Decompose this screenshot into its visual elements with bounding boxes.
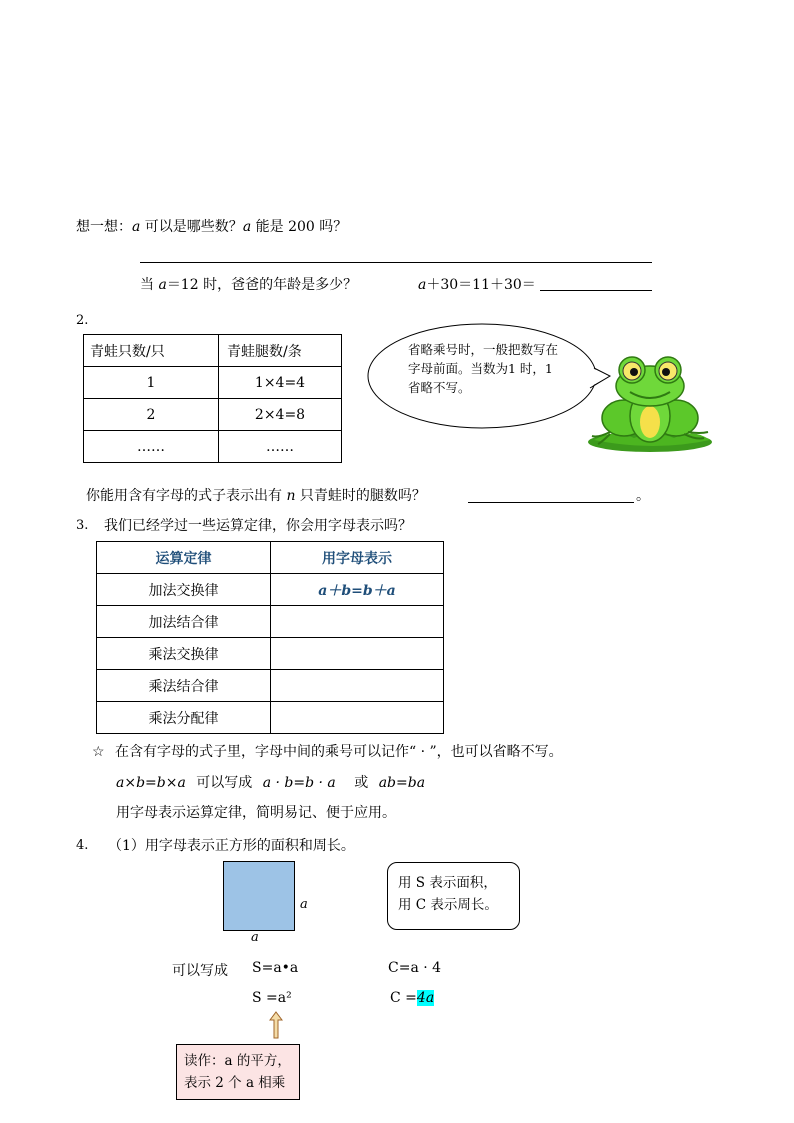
law-name: 乘法交换律	[97, 638, 271, 670]
bubble-text: 省略乘号时，一般把数写在字母前面。当数为1 时，1 省略不写。	[408, 342, 559, 395]
table-row	[97, 670, 444, 702]
callout-text: 用 S 表示面积，用 C 表示周长。	[398, 875, 498, 913]
laws-table	[96, 541, 444, 734]
law-formula-input[interactable]	[271, 606, 444, 638]
star-note: ☆ 在含有字母的式子里，字母中间的乘号可以记作“ · ”，也可以省略不写。	[92, 744, 563, 760]
perimeter-formula-2: C =4a	[390, 990, 435, 1006]
law-formula: a＋b=b＋a	[271, 574, 444, 606]
section3-intro: 我们已经学过一些运算定律，你会用字母表示吗？	[104, 518, 412, 534]
table-cell: ……	[219, 431, 342, 463]
answer-line[interactable]	[140, 262, 652, 263]
table-cell: 1×4=4	[219, 367, 342, 399]
section-number-3: 3.	[76, 518, 89, 533]
header-letter-form: 用字母表示	[271, 542, 444, 574]
header-leg-count: 青蛙腿数/条	[219, 335, 342, 367]
perimeter-formula-1: C=a · 4	[388, 960, 442, 976]
section-number-4: 4.	[76, 838, 89, 853]
square-side-label-right: a	[300, 897, 308, 912]
table-header-row	[97, 542, 444, 574]
table-header-row	[84, 335, 342, 367]
highlighted-term: 4a	[416, 990, 435, 1006]
question-period: 。	[636, 488, 650, 504]
header-law: 运算定律	[97, 542, 271, 574]
star-icon: ☆	[92, 744, 105, 760]
frog-table	[83, 334, 342, 463]
law-formula-input[interactable]	[271, 670, 444, 702]
can-write-label: 可以写成	[172, 963, 228, 979]
table-cell: 2	[84, 399, 219, 431]
summary-text: 用字母表示运算定律，简明易记、便于应用。	[116, 805, 396, 821]
square-shape	[223, 861, 295, 931]
section-number-2: 2.	[76, 313, 89, 328]
read-note-text: 读作：a 的平方，表示 2 个 a 相乘	[184, 1053, 291, 1091]
section4-task: （1）用字母表示正方形的面积和周长。	[108, 838, 355, 854]
think-question: 想一想：a 可以是哪些数？a 能是 200 吗？	[76, 219, 348, 235]
frog-answer-line[interactable]	[468, 502, 634, 503]
frog-leg-question: 你能用含有字母的式子表示出有 n 只青蛙时的腿数吗？	[86, 488, 426, 504]
table-cell: 1	[84, 367, 219, 399]
table-row	[84, 431, 342, 463]
law-name: 乘法结合律	[97, 670, 271, 702]
table-row	[97, 606, 444, 638]
table-row	[97, 702, 444, 734]
area-formula-2: S =a²	[252, 990, 292, 1006]
square-side-label-bottom: a	[251, 930, 259, 945]
up-arrow-icon	[268, 1010, 284, 1040]
notation-example: a×b=b×a 可以写成 a · b=b · a 或 ab=ba	[116, 775, 426, 791]
age-question: 当 a＝12 时，爸爸的年龄是多少？	[140, 277, 358, 293]
area-formula-1: S=a•a	[252, 960, 299, 976]
frog-icon	[584, 352, 714, 456]
law-name: 加法结合律	[97, 606, 271, 638]
table-cell: 2×4=8	[219, 399, 342, 431]
table-row	[84, 367, 342, 399]
table-row	[97, 574, 444, 606]
table-row	[84, 399, 342, 431]
law-name: 加法交换律	[97, 574, 271, 606]
law-formula-input[interactable]	[271, 638, 444, 670]
table-cell: ……	[84, 431, 219, 463]
law-name: 乘法分配律	[97, 702, 271, 734]
law-formula-input[interactable]	[271, 702, 444, 734]
header-frog-count: 青蛙只数/只	[84, 335, 219, 367]
age-answer-line[interactable]	[540, 290, 652, 291]
age-formula: a＋30＝11＋30＝	[418, 277, 536, 293]
table-row	[97, 638, 444, 670]
